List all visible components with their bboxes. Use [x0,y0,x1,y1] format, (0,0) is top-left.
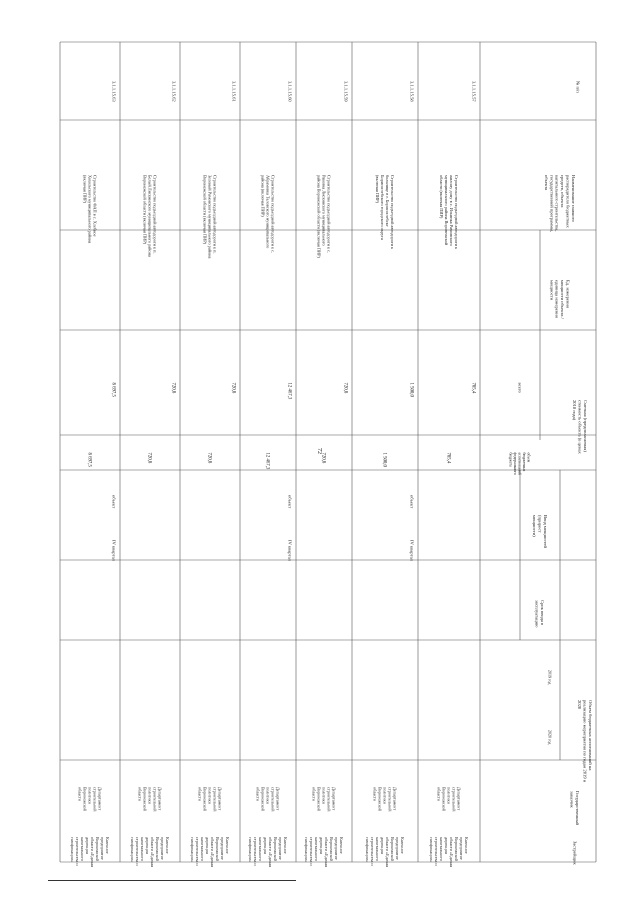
row-customer: ДепартаментстроительнойполитикиВоронежскойобласти [137,787,163,812]
row-name: Строительство подъездной автодороги к с.Раковка Лискинского муниципальногорайона Воронежской области (включая ПИР) [316,175,332,258]
row-customer: ДепартаментстроительнойполитикиВоронежскойобласти [372,787,398,812]
row-code: 3.1.1.15.58 [409,81,415,102]
header-2019: 2019 год [547,670,553,685]
row-total: 785,4 [470,382,476,394]
header-term: Срок ввода вэксплуатацию [534,600,546,628]
header-total-cost: Сметная (предполагаемая)стоимость объекта (в ценах2018 года) [571,400,588,454]
row-total: 12 467,3 [286,382,292,400]
row-developer: КазенноепредприятиеВоронежскойобласти «Единаядирекциякапитальногостроительства игазификации» [70,837,110,868]
row-value: 12 467,3 [264,452,270,470]
footnote-rule [48,880,296,881]
row-customer: ДепартаментстроительнойполитикиВоронежскойобласти [311,787,337,812]
row-value: 720,8 [206,452,212,464]
row-value: 1 500,0 [381,452,387,467]
row-code: 3.1.1.15.61 [231,81,237,102]
row-term: IV квартал [409,540,415,561]
row-total: 720,8 [230,382,236,394]
row-unit: объект [111,495,117,509]
page-number: 72 [316,448,322,454]
row-code: 3.1.1.15.57 [471,81,477,102]
row-total: 720,8 [342,382,348,394]
row-code: 3.1.1.15.59 [343,81,349,102]
row-name: Строительство подъездной автодороги кбольнице в г. БорисоглебскеБорисоглебского городского округа(включая ПИР) [374,175,396,250]
row-code: 3.1.1.15.62 [171,81,177,102]
row-term: IV квартал [111,540,117,561]
row-value: 720,8 [146,452,152,464]
header-total: всего [517,382,523,393]
row-term: IV квартал [287,540,293,561]
row-customer: ДепартаментстроительнойполитикиВоронежскойобласти [255,787,281,812]
row-total: 8 697,5 [110,382,116,397]
row-unit: объект [409,495,415,509]
row-developer: КазенноепредприятиеВоронежскойобласти «Единаядирекциякапитальногостроительства игазификации» [130,837,170,868]
row-code: 3.1.1.15.63 [111,81,117,102]
row-name: Строительство подъездной автодороги кжилому дому в с. Ильинка Рамонскогомуниципального района Воронежскойобласти (включая ПИР) [438,175,460,250]
header-2020: 2020 год [547,730,553,745]
header-capacity: Ввод мощностей(приростмощности) [531,515,548,549]
row-total: 1 500,0 [408,382,414,397]
row-code: 3.1.1.15.60 [287,81,293,102]
row-value: 720,8 [320,452,326,464]
header-cost-fed: объембюджетныхассигнованийфедеральногобюджета [508,452,531,475]
row-value: 785,4 [445,452,451,464]
row-customer: ДепартаментстроительнойполитикиВоронежскойобласти [436,787,462,812]
row-developer: КазенноепредприятиеВоронежскойобласти «Единаядирекциякапитальногостроительства игазификации» [365,837,405,868]
row-developer: КазенноепредприятиеВоронежскойобласти «Единаядирекциякапитальногостроительства игазификации» [304,837,344,868]
header-power: Ед. измерениямощности объекта /единица измерениямощности [549,280,571,319]
header-num: № п/п [575,81,581,93]
header-customer: Государственныйзаказчик [569,791,581,826]
header-name: Наименование главногораспорядителя бюджетныхсредств, объектакапитального строительства,государственной программы,объекта [543,175,576,233]
row-name: Строительство ФАП в с. ХлебноеХохольского муниципального района(включая ПИР) [82,175,98,244]
header-developer: Застройщик [572,841,578,865]
row-name: Строительство подъездной автодороги к с.Абрамовка Таловского муниципальногорайона (включая ПИР) [260,175,276,254]
row-customer: ДепартаментстроительнойполитикиВоронежскойобласти [77,787,103,812]
row-customer: ДепартаментстроительнойполитикиВоронежскойобласти [197,787,223,812]
row-name: Строительство подъездной автодороги к п.Белый Лискинского муниципального районаВоронежской области (включая ПИР) [142,175,158,257]
row-name: Строительство подъездной автодороги к п.Зеленый Рамонского муниципального районаВоронежской области (включая ПИР) [202,175,218,259]
row-developer: КазенноепредприятиеВоронежскойобласти «Единаядирекциякапитальногостроительства игазификации» [429,837,469,868]
row-value: 8 697,5 [86,452,92,467]
row-developer: КазенноепредприятиеВоронежскойобласти «Единаядирекциякапитальногостроительства игазификации» [190,837,230,868]
header-funding: Объем бюджетных ассигнований нареализацию мероприятия по годам 2019 и2020 [576,700,593,783]
row-total: 720,8 [170,382,176,394]
row-unit: объект [287,495,293,509]
row-developer: КазенноепредприятиеВоронежскойобласти «Единаядирекциякапитальногостроительства игазификации» [248,837,288,868]
